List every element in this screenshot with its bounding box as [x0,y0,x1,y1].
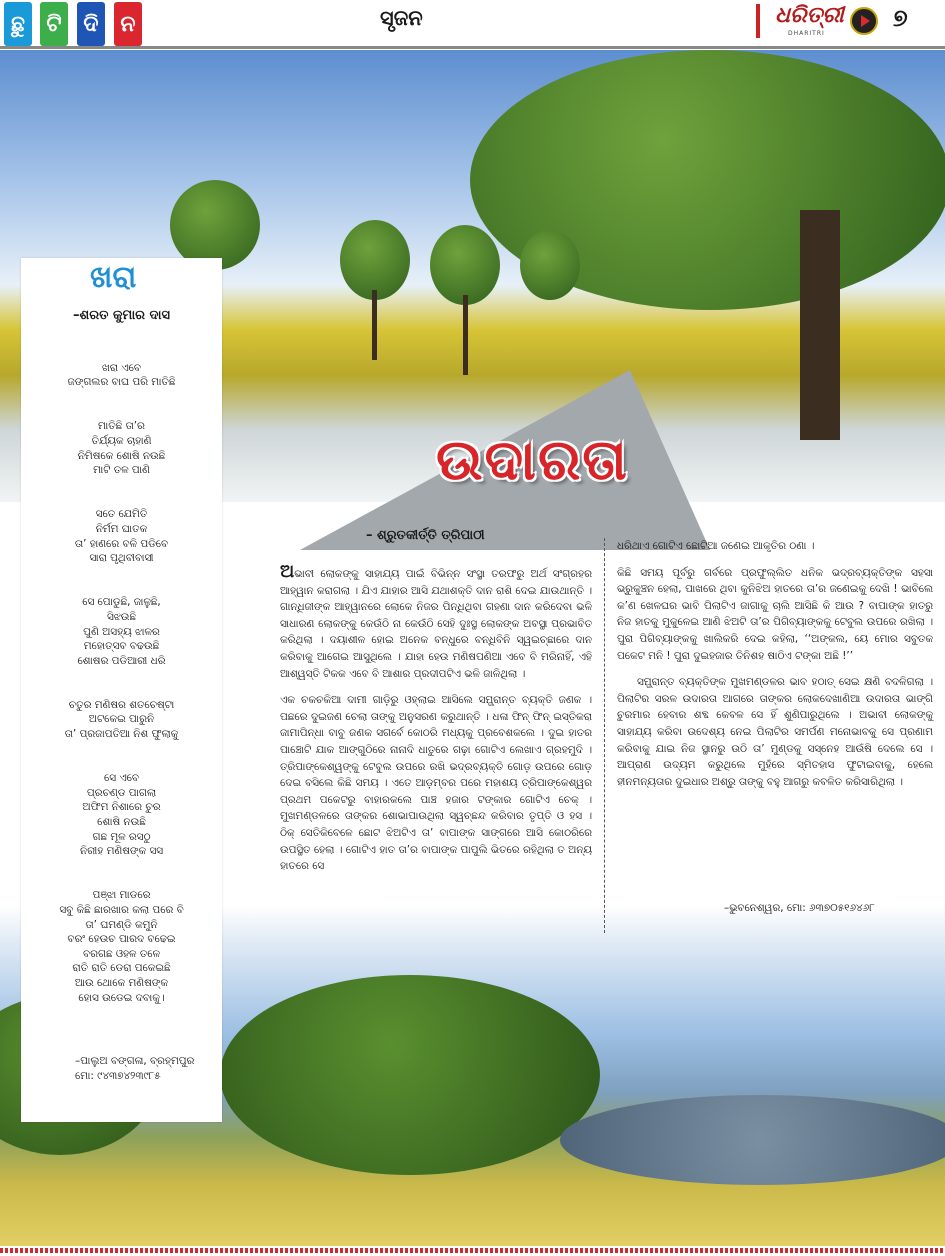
column-divider [604,538,605,933]
brand-divider [756,4,760,38]
paragraph-text: ଭାବୀ ଲୋକଙ୍କୁ ସାହାଯ୍ୟ ପାଇଁ ବିଭିନ୍ନ ସଂସ୍ଥା ତରଫରୁ ଅର୍ଥ ସଂଗ୍ରହର ଆହ୍ୱାନ କରାଗଲା । ଯିଏ ଯାହାର ଆସି ଯଥାଶକ୍ତି ଦାନ ରାଶି ଦେଇ ଯାଉଥାନ୍ତି । ଗାନ୍ଧିଜୀଙ୍କ ଆହ୍ୱାନରେ ଲୋକେ ନିଜର ପିନ୍ଧିଥିବା ଗହଣା ଦାନ କରିଦେବା ଭଳି ସାଧାରଣ ଲୋକଙ୍କୁ କେଉଁଠି ନା କେଉଁଠି ସେହି ଦୁଃସ୍ଥ ଲୋକଙ୍କ ଅବସ୍ଥା ପ୍ରଭାବିତ କରିଥିଲା । ଦୟାଶୀଳ ହୋଇ ଅନେକ ବନ୍ଧୁରେ ବନ୍ଧିବିନି ସ୍ୱଇଚ୍ଛାରେ ଦାନ କରିବାକୁ ଆଗେଇ ଆସୁଥିଲେ । ଯାହା ହେଉ ମଣିଷପଣିଆ ଏବେ ବି ମରିନାହିଁ, ଏହି ଆଶ୍ୱସ୍ତି ଟିକକ ଏବେ ବି ଆଶାର ପ୍ରଦୀପଟିଏ ଭଳି ଜାଳିଥିଲା । [280,568,592,680]
poem-title: ଖରା [90,260,137,295]
poem-stanza: ସତେ ଯେମିତି ନିର୍ମମ ଘାତକ ତା’ ହାଣରେ ବଳି ପଡିବେ ସାରା ପୃଥିବୀବାସୀ [74,508,169,565]
poem-author: –ଶରତ କୁମାର ଦାସ [73,308,170,323]
play-icon [850,7,878,35]
article-paragraph: ଏକ ଚକଚକିଆ ଦାମୀ ଗାଡ଼ିରୁ ଓହ୍ଲାଇ ଆସିଲେ ସମ୍ଭ୍ରାନ୍ତ ବ୍ୟକ୍ତି ଜଣକ । ପଛରେ ଦୁଇଜଣ ଚେଲା ତାଙ୍କୁ ଅନୁସରଣ କରୁଥାନ୍ତି । ଧଳା ଫିନ୍ ଫିନ୍ ଇସ୍ତିକରା ଜାମାପିନ୍ଧା ବାବୁ ଜଣକ ସଗର୍ବେ କୋଠରି ମଧ୍ୟକୁ ପ୍ରବେଶକଲେ । ଦୁଇ ହାତର ପାଞ୍ଚୋଟି ଯାକ ଆଙ୍ଗୁଠିରେ ନାନାଦି ଧାତୁରେ ଗଢ଼ା ଗୋଟିଏ ଲେଖାଏ ଗ୍ରହମୁଦି । ତ୍ରିପାଙ୍କେଶ୍ୱଙ୍କୁ ଟେବୁଲ ଉପରେ ରଖି ଭଦ୍ରବ୍ୟକ୍ତି ଗୋଡ଼ ଉପରେ ଗୋଡ଼ ଦେଇ ବସିଲେ କିଛି ସମୟ । ଏତେ ଆଡ଼ମ୍ବର ପରେ ମହାଶୟ ତ୍ରିପାଙ୍କେଶ୍ୱର ପ୍ରଥମ ପକେଟରୁ ବାହାରକଲେ ପାଞ୍ଚ ହଜାର ଟଙ୍କାର ଗୋଟିଏ ଚେକ୍ । ମୁଖମଣ୍ଡଳରେ ତାଙ୍କର ଶୋଭାପାଉଥିଲା ସ୍ୱଚ୍ଛନ୍ଦ କରିବାର ତୃପ୍ତି ଓ ହସ । ଠିକ୍ ସେତିକିବେଳେ ଛୋଟ ଝିଅଟିଏ ତା’ ବାପାଙ୍କ ସାଙ୍ଗରେ ଆସି କୋଠରିରେ ଉପସ୍ଥିତ ହେଲା । ଗୋଟିଏ ହାତ ତା’ର ବାପାଙ୍କ ପାପୁଲି ଭିତରେ ରହିଥିଲା ତ ଅନ୍ୟ ହାତରେ ସେ [280,694,592,873]
tree-small-mid [340,220,410,300]
brand-logo: ଧରିତ୍ରୀ [775,3,844,28]
article-signature: –ଭୁବନେଶ୍ୱର, ମୋ: ୬୩୭୦୫୧୬୪୬୮ [724,902,875,914]
tree-trunk [800,210,840,440]
article-paragraph: କିଛି ସମୟ ପୂର୍ବରୁ ଗର୍ବରେ ପ୍ରଫୁଲ୍ଲିତ ଧନିକ ଭଦ୍ରବ୍ୟକ୍ତିଙ୍କ ସହସା ଭ୍ରୁକୁଞ୍ଚନ ହେଲା, ପାଖରେ ଥିବା କୁନିଝିଅ ହାତରେ ତା’ର ଜଣେଇକୁ ଦେଖି ! ଭାବିଲେ କ’ଣ ଖେଳଘର ଭାବି ପିଲାଟିଏ ଜାଗାକୁ ଚାଲି ଆସିଛି କି ଆଉ ? ବାପାଙ୍କ ହାତରୁ ନିଜ ହାତକୁ ମୁକୁଳେଇ ଆଣି ଝିଅଟି ତା’ର ପିଗିବ୍ୟାଙ୍କକୁ ଟେବୁଲ ଉପରେ ରଖିଲା । ପୁରା ପିଗିବ୍ୟାଙ୍କକୁ ଖାଲିକରି ଦେଇ କହିଲା, ‘‘ଅଙ୍କଲ, ୟେ ମୋର ସବୁତକ ପକେଟ ମନି ! ପୁରା ଦୁଇହଜାର ତିନିଶହ ଷାଠିଏ ଟଙ୍କା ଅଛି !’’ [617,566,933,662]
article-byline: – ଶ୍ରୁତକୀର୍ତ୍ତି ତ୍ରିପାଠୀ [366,528,485,543]
header-rule [0,46,945,49]
poem-stanza: ଚତୁର ମଣିଷର ଶତଚେଷ୍ଟା ଅଟକେଇ ପାରୁନି ତା’ ପ୍ରଜାପତିଆ ନିଶ ଫୁଲାକୁ [64,698,179,741]
brand-subtitle: DHARITRI [788,30,825,37]
article-paragraph [280,561,592,682]
tree-small-mid2 [430,225,500,305]
masthead-letter-1: ଛୁ [4,2,32,46]
distant-hills [560,1095,945,1185]
tree-cluster [220,975,600,1175]
poem-stanza: ମାତିଛି ତା’ର ତିର୍ଯ୍ୟକ ଚାହାଣି ନିମିଷକେ ଶୋଷି ନଉଛି ମାଟି ତଳ ପାଣି [77,420,166,477]
article-paragraph: ସମ୍ଭ୍ରାନ୍ତ ବ୍ୟକ୍ତିଙ୍କ ମୁଖମଣ୍ଡଳର ଭାବ ହଠାତ୍ ସେଇ କ୍ଷଣି ବଦଳିଗଲା । ପିଲାଟିର ସରଳ ଉଦାରତା ଆଗରେ ତାଙ୍କର ଲୋକଦେଖାଣିଆ ଉଦାରତା ଭାଙ୍ଗି ଚୁରମାର ହେବାର ଶବ୍ଦ କେବଳ ସେ ହିଁ ଶୁଣିପାରୁଥିଲେ । ଅଭାବୀ ଲୋକଙ୍କୁ ସାହାଯ୍ୟ କରିବା ଉଦେଶ୍ୟ ନେଇ ପିଲାଟିର ସମର୍ପଣ ମନୋଭାବକୁ ସେ ପ୍ରଣାମ କରିବାକୁ ଯାଇ ନିଜ ସ୍ଥାନରୁ ଉଠି ତା’ ମୁଣ୍ଡକୁ ସସ୍ନେହ ଆଉଁଷି ଦେଲେ ସେ । ଆପ୍ରାଣ ଉଦ୍ୟମ କରୁଥିଲେ ମୁହଁରେ ସ୍ମିତହାସ ଫୁଟାଇବାକୁ, ହେଲେ ହୀନମନ୍ୟତାର ଦୁଇଧାର ଅଶ୍ରୁ ତାଙ୍କୁ ବହୁ ଆଗରୁ କବଳିତ କରିସାରିଥିଲା । [617,676,933,788]
poem-stanza: ସେ ଏବେ ପ୍ରଚଣ୍ଡ ପାଗଲା ଅଫିମ ନିଶାରେ ଚୁର ଶୋଷି ନଉଛି ଗଛ ମୂଳ ରସଠୁ ନିରୀହ ମଣିଷଙ୍କ ସସ [79,772,164,858]
page-number: ୭ [893,4,908,32]
poem-body [21,346,222,1020]
tree-trunk-small [372,290,377,360]
section-title: ସୃଜନ [380,6,423,30]
poem-stanza: ପଞ୍ଝା ମାଡରେ ସବୁ କିଛି ଛାରଖାର କଲା ପରେ ବି ତା’ ଘମଣ୍ଡି କମୁନି ବରଂ ହେଉଚ ପାରଦ ବଢେଇ ବରଗଛ ଓହଳ ତଳେ ରାତି ରାତି ଡେରା ପକେଇଛି ଆଉ ଥୋକେ ମଣିଷଙ୍କ ହୋସ ଉଡେଇ ଦବାକୁ। [59,889,184,1004]
article-column-2 [617,538,933,800]
tree-trunk-small [463,295,468,375]
poem-stanza: ସେ ପୋଡୁଛି, ଜାଳୁଛି, ସିଝଉଛି ପୁଣି ଅସହ୍ୟ ଝାଳର ମହୋତ୍ସବ ବଢଉଛି ଶୋଷର ପଡିଆରୀ ଧରି [77,596,166,667]
poem-box [21,258,222,1122]
poem-footer: –ପାଲୁଅ ବଙ୍ଗଳା, ବ୍ରହ୍ମପୁର ମୋ: ୯୪୩୭୪୨୩୯୮୫ [75,1055,195,1082]
poem-stanza: ଖରା ଏବେ ଜଙ୍ଗଲର ବାଘ ପରି ମାତିଛି [67,361,176,389]
article-paragraph: ଧରିଥାଏ ଗୋଟିଏ ଛୋଟିଆ ଜଣେଇ ଆକୃତିର ଠଣା । [617,540,815,552]
page-header [0,0,945,46]
bottom-rule [0,1248,945,1253]
article-column-1 [280,561,592,885]
tree-small-mid3 [520,230,580,300]
tree-small-left [170,180,260,270]
masthead-letter-4: ନ [114,2,142,46]
article-headline: ଉଦାରତା [436,428,629,493]
drop-cap: ଅ [280,561,295,582]
masthead-letter-2: ଟି [40,2,68,46]
masthead-letter-3: ଦି [77,2,105,46]
